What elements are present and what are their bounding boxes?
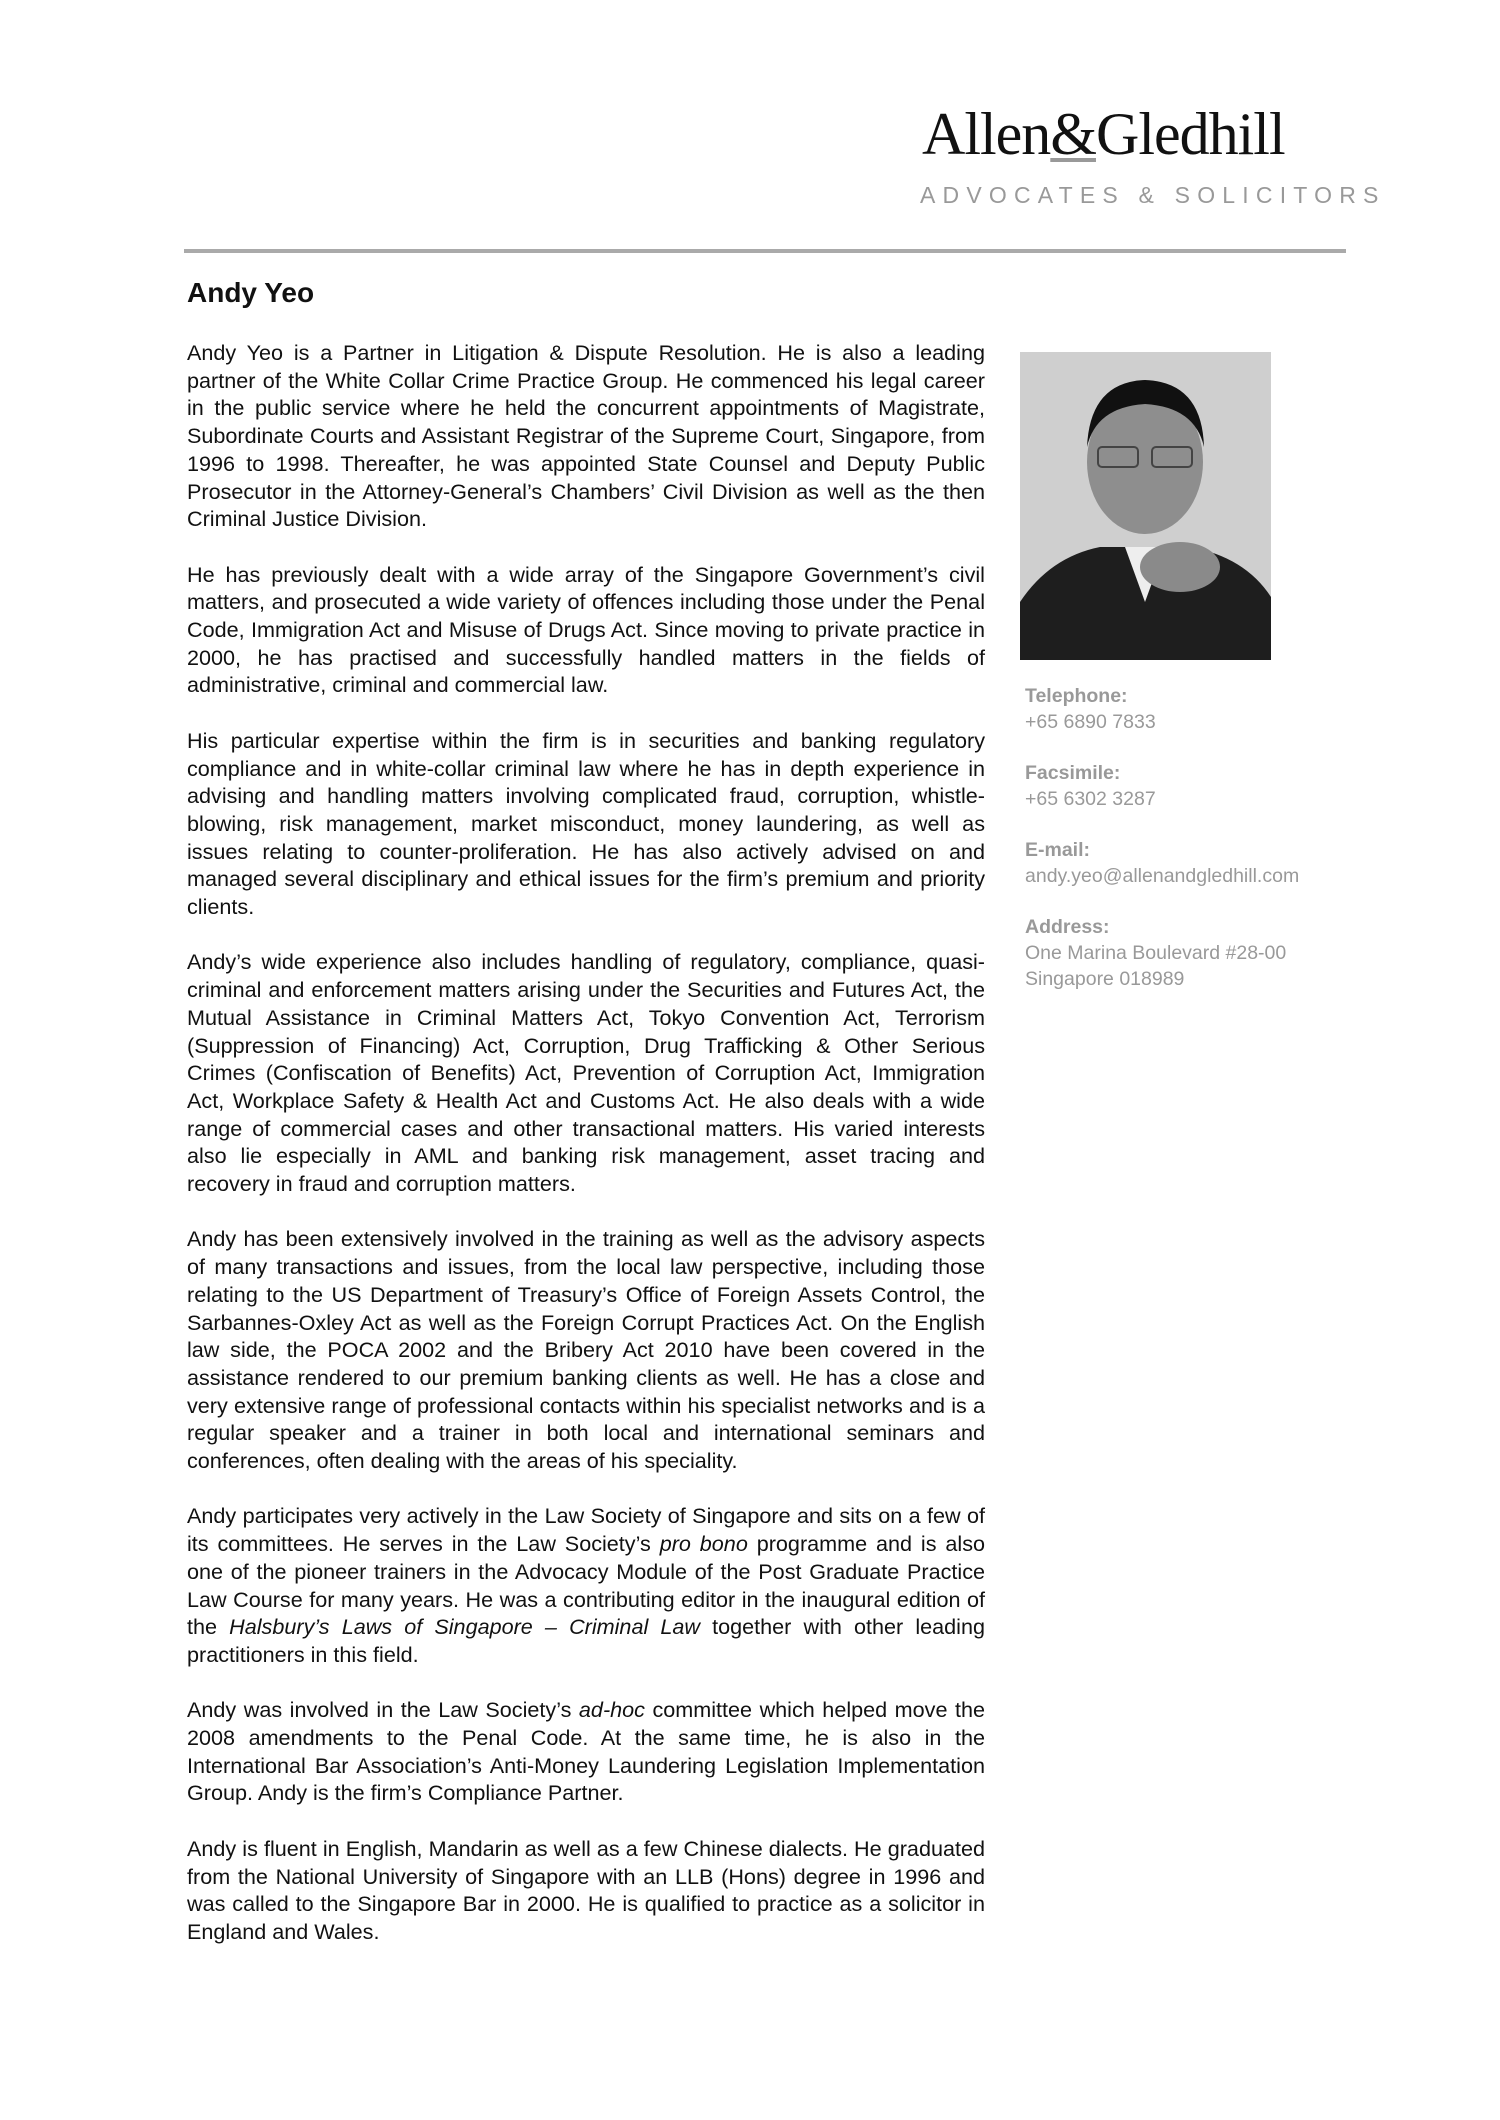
logo-ampersand: & — [1050, 101, 1096, 167]
text: His particular expertise within the firm is in securities and banking regulatory compliance and in white-collar criminal law where he has in depth experience in advising and handling matters involving complicated fraud, corruption, whistle-blowing, risk management, market misconduct, money laundering, as well as issues relating to counter-proliferation. He has also actively advised on and managed several disciplinary and ethical issues for the firm’s premium and priority clients. — [187, 727, 985, 920]
bio-paragraph — [187, 1225, 985, 1474]
bio-paragraph — [187, 1696, 985, 1807]
bio-paragraph — [187, 948, 985, 1197]
page-title: Andy Yeo — [187, 277, 315, 308]
text: committee which helped move the 2008 amendments to the Penal Code. At the same time, he is also in the International Bar Association’s Anti-Money Laundering Legislation Implementation Group. Andy is the firm’s Compliance Partner. — [187, 1697, 986, 1806]
text: programme and is also one of the pioneer trainers in the Advocacy Module of the Post Graduate Practice Law Course for many years. He was a contributing editor in the inaugural edition of the — [187, 1531, 986, 1640]
fax-value: +65 6302 3287 — [1025, 788, 1156, 810]
logo-text-end: Gledhill — [1095, 101, 1285, 167]
header-divider — [184, 249, 1346, 253]
logo-text: Allen — [922, 101, 1051, 167]
text: Andy’s wide experience also includes handling of regulatory, compliance, quasi-criminal and enforcement matters arising under the Securities and Futures Act, the Mutual Assistance in Criminal Matters Act, Tokyo Convention Act, Terrorism (Suppression of Financing) Act, Corruption, Drug Trafficking & Other Serious Crimes (Confiscation of Benefits) Act, Prevention of Corruption Act, Immigration Act, Workplace Safety & Health Act and Customs Act. He also deals with a wide range of commercial cases and other transactional matters. His varied interests also lie especially in AML and banking risk management, asset tracing and recovery in fraud and corruption matters. — [187, 949, 985, 1197]
address-line-2: Singapore 018989 — [1025, 968, 1185, 990]
italic-text: ad-hoc — [578, 1697, 645, 1723]
bio-paragraph — [187, 727, 985, 921]
bio-paragraph — [187, 339, 985, 533]
italic-text: pro bono — [659, 1531, 748, 1557]
text: He has previously dealt with a wide array of the Singapore Government’s civil matters, and prosecuted a wide variety of offences including those under the Penal Code, Immigration Act and Misuse of Drugs Act. Since moving to private practice in 2000, he has practised and successfully handled matters in the fields of administrative, criminal and commercial law. — [187, 561, 985, 698]
contact-details — [1025, 683, 1299, 1017]
fax-label: Facsimile: — [1025, 762, 1121, 784]
italic-text: Halsbury’s Laws of Singapore – Criminal Law — [229, 1614, 700, 1640]
text: Andy participates very actively in the Law Society of Singapore and sits on a few of its committees. He serves in the Law Society’s — [187, 1503, 985, 1557]
bio-paragraph — [187, 561, 985, 700]
text: Andy was involved in the Law Society’s — [187, 1697, 579, 1723]
bio-paragraph — [187, 1502, 985, 1668]
bio-paragraph — [187, 1835, 985, 1946]
email-value[interactable]: andy.yeo@allenandgledhill.com — [1025, 865, 1300, 887]
portrait-image — [1020, 352, 1271, 660]
address-label: Address: — [1025, 916, 1110, 938]
telephone-label: Telephone: — [1025, 685, 1128, 707]
address-line-1: One Marina Boulevard #28-00 — [1025, 942, 1287, 964]
profile-photo — [1020, 352, 1271, 660]
text: Andy Yeo is a Partner in Litigation & Dispute Resolution. He is also a leading partner of the White Collar Crime Practice Group. He commenced his legal career in the public service where he held the concurrent appointments of Magistrate, Subordinate Courts and Assistant Registrar of the Supreme Court, Singapore, from 1996 to 1998. Thereafter, he was appointed State Counsel and Deputy Public Prosecutor in the Attorney-General’s Chambers’ Civil Division as well as the then Criminal Justice Division. — [187, 340, 985, 532]
biography — [187, 339, 985, 1973]
text: Andy has been extensively involved in the training as well as the advisory aspects of many transactions and issues, from the local law perspective, including those relating to the US Department of Treasury’s Office of Foreign Assets Control, the Sarbannes-Oxley Act as well as the Foreign Corrupt Practices Act. On the English law side, the POCA 2002 and the Bribery Act 2010 have been covered in the assistance rendered to our premium banking clients as well. He has a close and very extensive range of professional contacts within his specialist networks and is a regular speaker and a trainer in both local and international seminars and conferences, often dealing with the areas of his speciality. — [187, 1226, 985, 1474]
firm-logo — [922, 101, 1285, 167]
firm-tagline: ADVOCATES & SOLICITORS — [920, 182, 1386, 208]
telephone-value: +65 6890 7833 — [1025, 711, 1156, 733]
email-label: E-mail: — [1025, 839, 1091, 861]
text: together with other leading practitioners in this field. — [187, 1614, 985, 1667]
text: Andy is fluent in English, Mandarin as well as a few Chinese dialects. He graduated from the National University of Singapore with an LLB (Hons) degree in 1996 and was called to the Singapore Bar in 2000. He is qualified to practice as a solicitor in England and Wales. — [187, 1835, 985, 1944]
